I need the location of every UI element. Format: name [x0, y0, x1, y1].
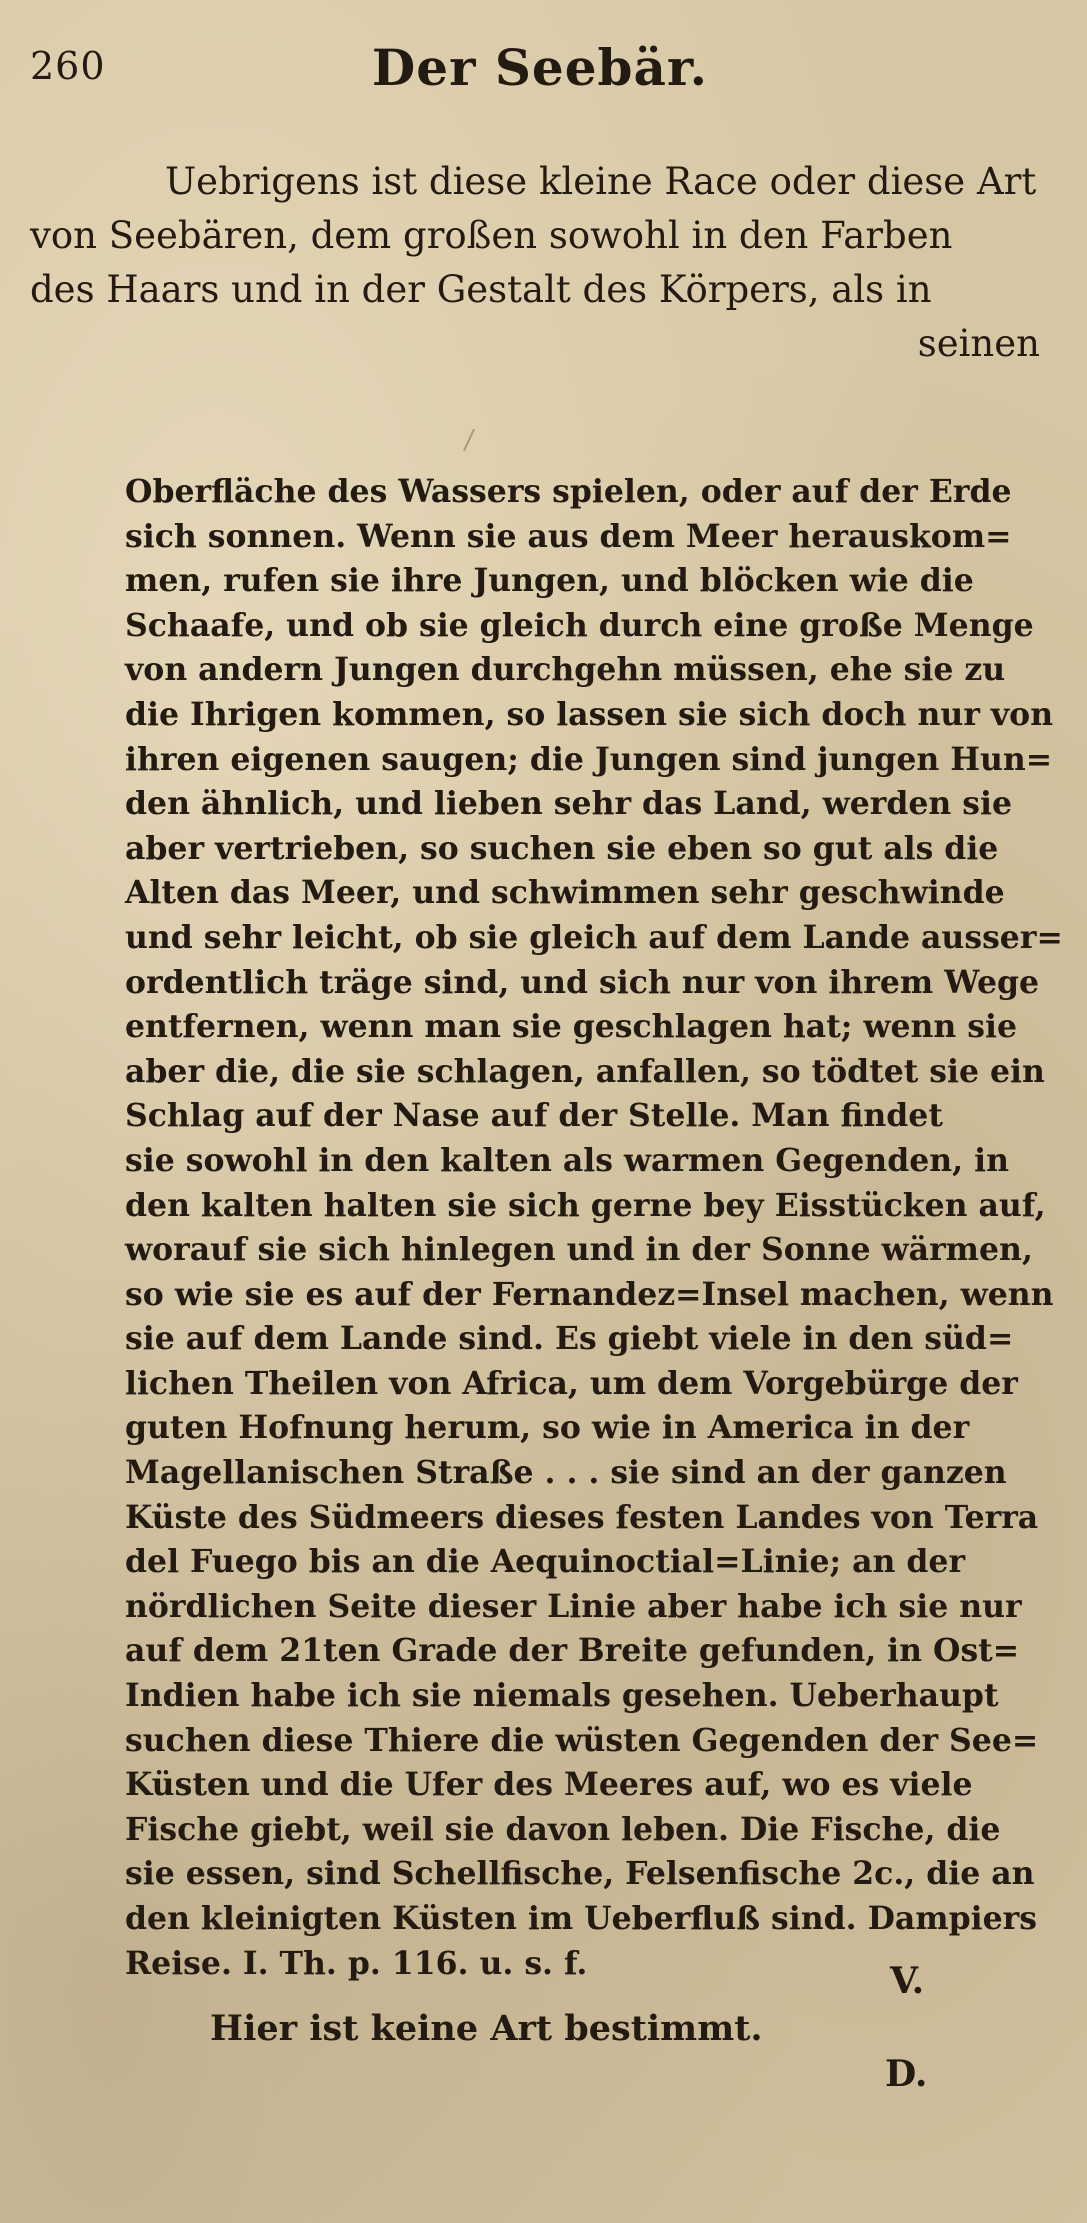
footnote-line: so wie sie es auf der Fernandez=Insel machen, wenn	[125, 1275, 1054, 1313]
signature-d: D.	[885, 2053, 928, 2095]
footnote-line: Schlag auf der Nase auf der Stelle. Man findet	[125, 1097, 943, 1135]
footnote-line: aber vertrieben, so suchen sie eben so gut als die	[125, 829, 999, 867]
footnote-text	[125, 470, 1065, 1986]
footnote-line: nördlichen Seite dieser Linie aber habe ich sie nur	[125, 1587, 1022, 1625]
footnote-line: Magellanischen Straße . . . sie sind an der ganzen	[125, 1454, 1007, 1492]
footnote-line: lichen Theilen von Africa, um dem Vorgebürge der	[125, 1364, 1018, 1402]
footnote-line: aber die, die sie schlagen, anfallen, so tödtet sie ein	[125, 1052, 1045, 1090]
main-text	[30, 155, 1050, 371]
footnote-line: del Fuego bis an die Aequinoctial=Linie; an der	[125, 1543, 966, 1581]
signature-v: V.	[890, 1960, 925, 2002]
footnote-line: Küste des Südmeers dieses festen Landes von Terra	[125, 1498, 1039, 1536]
footnote-line: suchen diese Thiere die wüsten Gegenden der See=	[125, 1721, 1039, 1759]
footnote-line: die Ihrigen kommen, so lassen sie sich doch nur von	[125, 695, 1054, 733]
catchword: seinen	[917, 322, 1040, 365]
footnote-line: ihren eigenen saugen; die Jungen sind jungen Hun=	[125, 740, 1053, 778]
footnote-line: Fische giebt, weil sie davon leben. Die Fische, die	[125, 1810, 1001, 1848]
footnote-line: Küsten und die Ufer des Meeres auf, wo es viele	[125, 1766, 973, 1804]
footnote-line: auf dem 21ten Grade der Breite gefunden, in Ost=	[125, 1632, 1020, 1670]
footnote-line: men, rufen sie ihre Jungen, und blöcken wie die	[125, 562, 974, 600]
footnote-line: sie sowohl in den kalten als warmen Gegenden, in	[125, 1141, 1009, 1179]
running-title: Der Seebär.	[371, 38, 709, 97]
ink-mark	[463, 429, 475, 452]
footnote-line: Reise. I. Th. p. 116. u. s. f.	[125, 1944, 588, 1982]
text-line: von Seebären, dem großen sowohl in den Farben	[30, 214, 953, 257]
footnote-line: sie auf dem Lande sind. Es giebt viele in den süd=	[125, 1320, 1014, 1358]
footnote-line: Indien habe ich sie niemals gesehen. Ueberhaupt	[125, 1677, 999, 1715]
footnote-line: sie essen, sind Schellfische, Felsenfische 2c., die an	[125, 1855, 1035, 1893]
footnote-line: Schaafe, und ob sie gleich durch eine große Menge	[125, 606, 1034, 644]
page-number: 260	[30, 44, 106, 88]
footnote-line: den kalten halten sie sich gerne bey Eisstücken auf,	[125, 1186, 1046, 1224]
footnote-line: sich sonnen. Wenn sie aus dem Meer herauskom=	[125, 517, 1012, 555]
footnote-line: den kleinigten Küsten im Ueberfluß sind. Dampiers	[125, 1900, 1037, 1937]
footnote-line: worauf sie sich hinlegen und in der Sonne wärmen,	[125, 1231, 1033, 1269]
footnote-line: von andern Jungen durchgehn müssen, ehe sie zu	[125, 651, 1006, 689]
text-line: des Haars und in der Gestalt des Körpers, als in	[30, 268, 932, 311]
page-header	[30, 38, 1050, 108]
footnote-line: ordentlich träge sind, und sich nur von ihrem Wege	[125, 963, 1040, 1001]
footnote-line: den ähnlich, und lieben sehr das Land, werden sie	[125, 785, 1013, 823]
footnote-line: und sehr leicht, ob sie gleich auf dem Lande ausser=	[125, 918, 1063, 956]
text-line: Uebrigens ist diese kleine Race oder diese Art	[165, 160, 1037, 203]
closing-note: Hier ist keine Art bestimmt.	[210, 2008, 763, 2049]
footnote-line: guten Hofnung herum, so wie in America in der	[125, 1409, 970, 1447]
footnote-line: entfernen, wenn man sie geschlagen hat; wenn sie	[125, 1008, 1018, 1046]
footnote-line: Alten das Meer, und schwimmen sehr geschwinde	[125, 874, 1005, 912]
footnote-line: Oberfläche des Wassers spielen, oder auf der Erde	[125, 473, 1012, 510]
